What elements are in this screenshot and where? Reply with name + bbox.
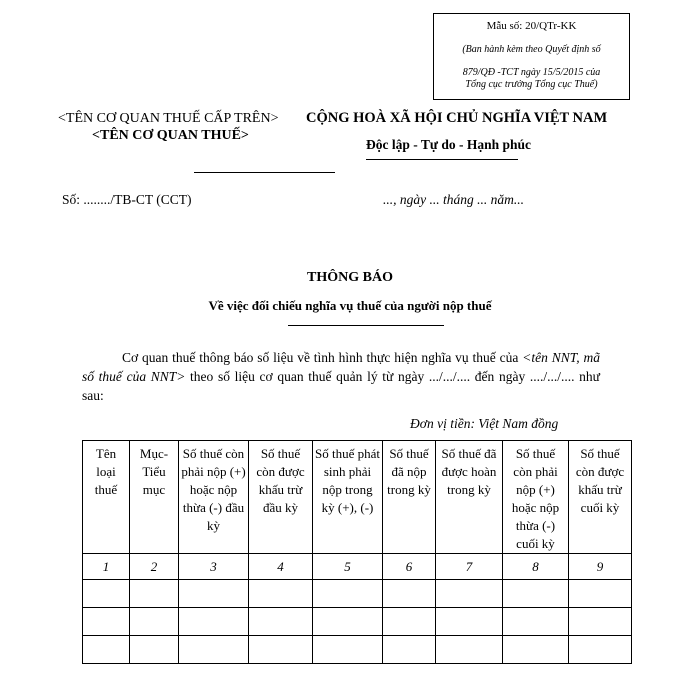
table-row — [83, 580, 632, 608]
column-header: Số thuế còn được khấu trừ cuối kỳ — [569, 441, 632, 554]
table-cell — [83, 580, 130, 608]
table-cell — [383, 608, 436, 636]
body-text-part-3: theo số liệu cơ quan thuế quản lý từ ngày .../.../.... đến ngày ..../.../.... như sau: — [82, 369, 600, 403]
column-number: 7 — [436, 554, 503, 580]
title-divider — [288, 325, 444, 326]
column-header: Số thuế còn phải nộp (+) hoặc nộp thừa (-) đầu kỳ — [179, 441, 249, 554]
tax-reconciliation-table — [82, 440, 632, 664]
table-cell — [383, 636, 436, 664]
table-cell — [436, 636, 503, 664]
table-cell — [179, 608, 249, 636]
form-note-line-2: 879/QĐ -TCT ngày 15/5/2015 của — [462, 67, 601, 78]
column-number: 6 — [383, 554, 436, 580]
table-cell — [569, 580, 632, 608]
table-cell — [503, 580, 569, 608]
table-row — [83, 636, 632, 664]
superior-agency-name: <TÊN CƠ QUAN THUẾ CẤP TRÊN> — [58, 111, 279, 126]
table-cell — [179, 580, 249, 608]
document-date: ..., ngày ... tháng ... năm... — [383, 192, 524, 207]
body-text-part-1: Cơ quan thuế thông báo số liệu về tình hình thực hiện nghĩa vụ thuế của — [122, 350, 523, 365]
agency-name: <TÊN CƠ QUAN THUẾ> — [92, 128, 249, 143]
column-header: Số thuế còn được khấu trừ đầu kỳ — [249, 441, 313, 554]
form-code-box — [433, 13, 630, 100]
national-title: CỘNG HOÀ XÃ HỘI CHỦ NGHĨA VIỆT NAM — [306, 110, 608, 126]
table-row — [83, 608, 632, 636]
table-header-row — [83, 441, 632, 554]
column-number: 3 — [179, 554, 249, 580]
document-title: THÔNG BÁO — [307, 270, 393, 285]
form-note-line-1: (Ban hành kèm theo Quyết định số — [462, 44, 601, 55]
table-cell — [436, 580, 503, 608]
table-cell — [503, 636, 569, 664]
table-cell — [83, 608, 130, 636]
column-header: Tên loại thuế — [83, 441, 130, 554]
currency-unit-label: Đơn vị tiền: Việt Nam đồng — [410, 416, 559, 431]
column-header: Số thuế đã được hoàn trong kỳ — [436, 441, 503, 554]
table-cell — [569, 608, 632, 636]
column-number: 8 — [503, 554, 569, 580]
column-header: Số thuế phát sinh phải nộp trong kỳ (+), (-) — [313, 441, 383, 554]
document-number: Số: ......../TB-CT (CCT) — [62, 192, 192, 207]
table-cell — [436, 608, 503, 636]
column-number-row — [83, 554, 632, 580]
column-header: Số thuế đã nộp trong kỳ — [383, 441, 436, 554]
column-header: Số thuế còn phải nộp (+) hoặc nộp thừa (-) cuối kỳ — [503, 441, 569, 554]
table-cell — [83, 636, 130, 664]
table-cell — [130, 636, 179, 664]
table-cell — [313, 608, 383, 636]
table-cell — [313, 580, 383, 608]
column-number: 4 — [249, 554, 313, 580]
table-cell — [179, 636, 249, 664]
body-paragraph — [82, 348, 600, 405]
table-cell — [249, 608, 313, 636]
table-cell — [249, 580, 313, 608]
column-number: 2 — [130, 554, 179, 580]
form-note-line-3: Tổng cục trưởng Tổng cục Thuế) — [465, 79, 598, 90]
table-cell — [569, 636, 632, 664]
column-number: 9 — [569, 554, 632, 580]
taxpayer-placeholder: <tên NNT, mã số thuế của NNT> — [82, 350, 600, 384]
table-cell — [503, 608, 569, 636]
document-subtitle: Về việc đối chiếu nghĩa vụ thuế của người nộp thuế — [208, 298, 492, 313]
column-number: 5 — [313, 554, 383, 580]
table-cell — [130, 580, 179, 608]
national-motto: Độc lập - Tự do - Hạnh phúc — [366, 137, 532, 152]
table-cell — [313, 636, 383, 664]
motto-divider — [366, 159, 518, 160]
form-code: Mẫu số: 20/QTr-KK — [486, 20, 577, 32]
table-cell — [249, 636, 313, 664]
table-cell — [130, 608, 179, 636]
agency-divider — [194, 172, 335, 173]
column-number: 1 — [83, 554, 130, 580]
column-header: Mục-Tiểu mục — [130, 441, 179, 554]
table-cell — [383, 580, 436, 608]
